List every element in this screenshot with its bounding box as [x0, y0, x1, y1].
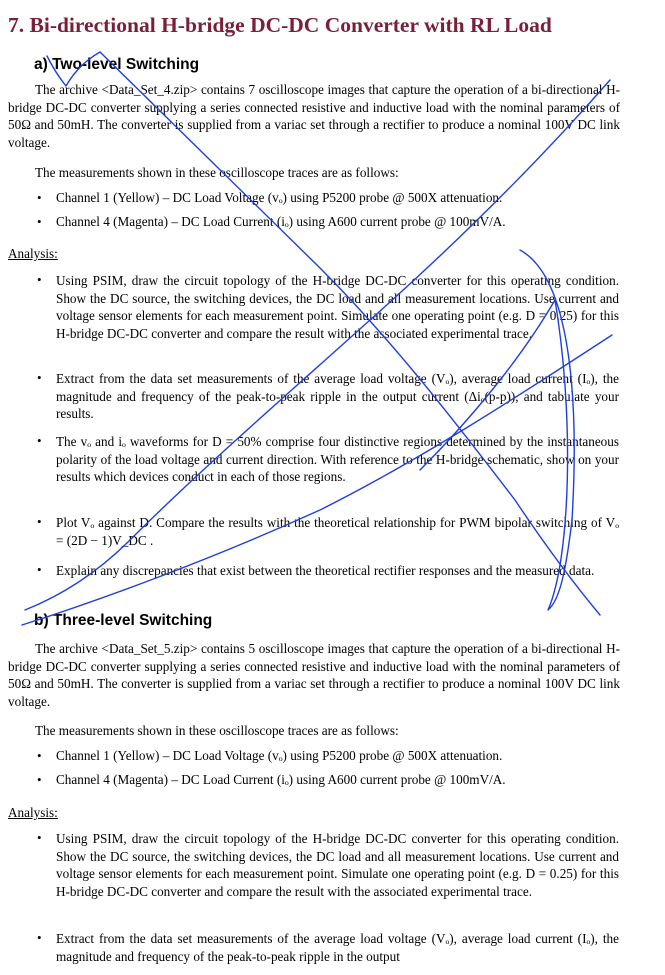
section-a-analysis-item-5: Explain any discrepancies that exist between the theoretical rectifier responses and the measured data. — [56, 563, 595, 578]
section-b-heading: b) Three-level Switching — [34, 612, 213, 629]
section-a-analysis-item-2: Extract from the data set measurements of the average load voltage (Vₒ), average load current (Iₒ), the magnitude and frequency of the peak-to-peak ripple in the output current (Δiₒ(p-p)), and tabulate your results. — [56, 371, 619, 422]
section-b-analysis-item-1: Using PSIM, draw the circuit topology of the H-bridge DC-DC converter for this operating condition. Show the DC source, the switching devices, the DC load and all measurement locations. Use current and voltage sensor elements for each measurement point. Simulate one operating point (e.g. D = 0.25) for this H-bridge DC-DC converter and compare the result with the associated experimental trace. — [56, 831, 619, 899]
section-a-measurements-intro: The measurements shown in these oscilloscope traces are as follows: — [35, 165, 399, 180]
section-a-analysis-label: Analysis: — [8, 246, 58, 261]
bullet-icon: • — [37, 433, 42, 448]
bullet-icon: • — [37, 370, 42, 385]
bullet-icon: • — [37, 748, 42, 763]
bullet-icon: • — [37, 772, 42, 787]
section-b-intro: The archive <Data_Set_5.zip> contains 5 oscilloscope images that capture the operation of a bi-directional H-bridge DC-DC converter supplying a series connected resistive and inductive load with the nominal parameters of 50Ω and 50mH. The converter is supplied from a variac set through a rectifier to produce a nominal 100V DC link voltage. — [8, 641, 620, 709]
bullet-icon: • — [37, 830, 42, 845]
section-a-analysis-item-1: Using PSIM, draw the circuit topology of the H-bridge DC-DC converter for this operating condition. Show the DC source, the switching devices, the DC load and all measurement locations. Use current and voltage sensor elements for each measurement point. Simulate one operating point (e.g. D = 0.25) for this H-bridge DC-DC converter and compare the result with the associated experimental trace. — [56, 273, 619, 341]
section-b-analysis-item-2: Extract from the data set measurements of the average load voltage (Vₒ), average load current (Iₒ), the magnitude and frequency of the peak-to-peak ripple in the output — [56, 931, 619, 964]
bullet-icon: • — [37, 214, 42, 229]
page-title: 7. Bi-directional H-bridge DC-DC Converter with RL Load — [8, 13, 552, 37]
section-b-measurement-1: Channel 1 (Yellow) – DC Load Voltage (vₒ) using P5200 probe @ 500X attenuation. — [56, 748, 503, 763]
bullet-icon: • — [37, 514, 42, 529]
bullet-icon: • — [37, 272, 42, 287]
bullet-icon: • — [37, 930, 42, 945]
section-b-measurements-intro: The measurements shown in these oscilloscope traces are as follows: — [35, 723, 399, 738]
section-b-analysis-label: Analysis: — [8, 805, 58, 820]
section-b-measurement-2: Channel 4 (Magenta) – DC Load Current (iₒ) using A600 current probe @ 100mV/A. — [56, 772, 506, 787]
section-a-heading: a) Two-level Switching — [34, 56, 200, 73]
section-a-analysis-item-4: Plot Vₒ against D. Compare the results with the theoretical relationship for PWM bipolar switching of Vₒ = (2D − 1)V_DC . — [56, 515, 619, 548]
section-a-measurement-2: Channel 4 (Magenta) – DC Load Current (iₒ) using A600 current probe @ 100mV/A. — [56, 214, 506, 229]
section-a-intro: The archive <Data_Set_4.zip> contains 7 oscilloscope images that capture the operation of a bi-directional H-bridge DC-DC converter supplying a series connected resistive and inductive load with the nominal parameters of 50Ω and 50mH. The converter is supplied from a variac set through a rectifier to produce a nominal 100V DC link voltage. — [8, 82, 620, 150]
section-a-measurement-1: Channel 1 (Yellow) – DC Load Voltage (vₒ) using P5200 probe @ 500X attenuation. — [56, 190, 503, 205]
section-a-analysis-item-3: The vₒ and iₒ waveforms for D = 50% comprise four distinctive regions determined by the instantaneous polarity of the load voltage and current direction. With reference to the H-bridge schematic, show on your results which devices conduct in each of those regions. — [56, 434, 619, 485]
bullet-icon: • — [37, 562, 42, 577]
bullet-icon: • — [37, 190, 42, 205]
